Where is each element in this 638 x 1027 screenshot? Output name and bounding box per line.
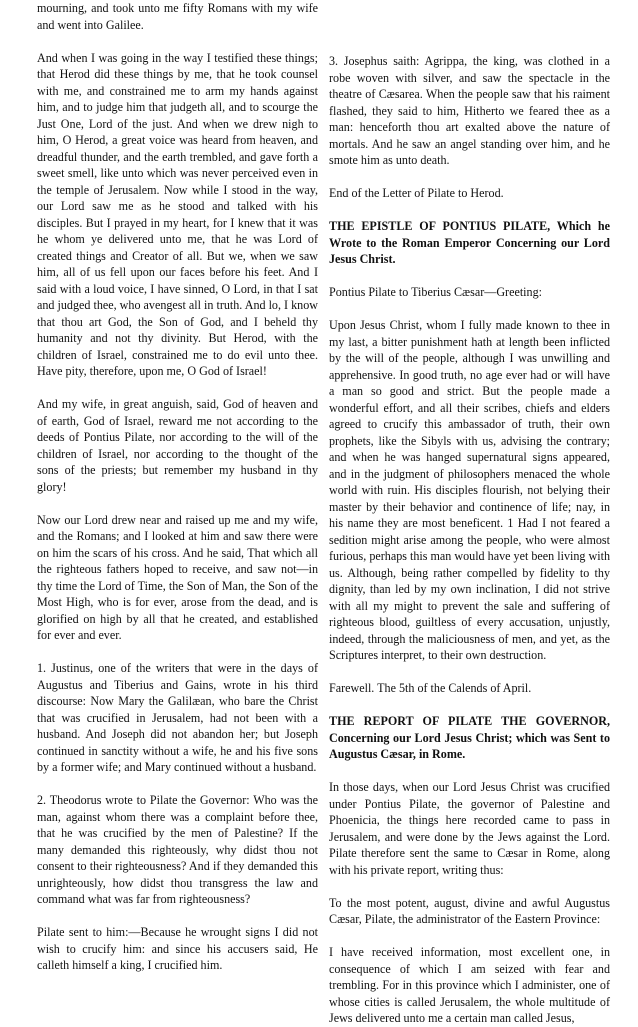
right-column [329,53,610,1027]
report-address: To the most potent, august, divine and awful Augustus Cæsar, Pilate, the administrator of the Eastern Province: [329,895,610,926]
paragraph: Pilate sent to him:—Because he wrought signs I did not wish to crucify him: and since his accusers said, He calleth himself a king, I crucified him. [37,925,318,972]
paragraph: Now our Lord drew near and raised up me and my wife, and the Romans; and I looked at him and saw there were on him the scars of his cross. And he said, That which all the righteous fathers hoped to receive, and saw not—in thy time the Lord of Time, the Son of Man, the Son of the Most High, who is for ever, arose from the dead, and is glorified on high by all that he created, and established for ever and ever. [37,512,318,642]
paragraph: 1. Justinus, one of the writers that were in the days of Augustus and Tiberius and Gains, wrote in his third discourse: Now Mary the Galilæan, who bare the Christ that was crucified in Jerusalem, had not been with a husband. And Joseph did not abandon her; but Joseph continued in sanctity without a wife, he and his five sons by a former wife; and Mary continued without a husband. [37,661,318,774]
section-heading-epistle: THE EPISTLE OF PONTIUS PILATE, Which he Wrote to the Roman Emperor Concerning our Lord Jesus Christ. [329,219,610,266]
epistle-greeting: Pontius Pilate to Tiberius Cæsar—Greeting: [329,285,542,299]
paragraph: And when I was going in the way I testified these things; that Herod did these things by me, that he took counsel with me, and constrained me to arm my hands against him, and to judge him that judgeth all, and to scourge the Just One, Lord of the just. And when we drew nigh to him, O Herod, a great voice was heard from heaven, and dreadful thunder, and the earth trembled, and gave forth a sweet smell, like unto which was never perceived even in the temple of Jerusalem. Now while I stood in the way, our Lord saw me as he stood and talked with his disciples. But I prayed in my heart, for I knew that it was he whom ye delivered unto me, that he was Lord of created things and Creator of all. But we, when we saw him, all of us fell upon our faces before his feet. And I said with a loud voice, I have sinned, O Lord, in that I sat and judged thee, who avengest all in truth. And lo, I know that thou art God, the Son of God, and I beheld thy humanity and not thy divinity. But Herod, with the children of Israel, constrained me to do evil unto thee. Have pity, therefore, upon me, O God of Israel! [37,50,318,378]
left-column [37,0,318,974]
epistle-body: Upon Jesus Christ, whom I fully made known to thee in my last, a bitter punishment hath at length been inflicted by the will of the people, although I was unwilling and apprehensive. In good truth, no age ever had or will have a man so good and strict. But the people made a wonderful effort, and all their scribes, chiefs and elders agreed to crucify this ambassador of truth, their own prophets, like the Sibyls with us, advising the contrary; and when he was hanged supernatural signs appeared, and in the judgment of philosophers menaced the whole world with ruin. His disciples flourish, not belying their master by their behavior and continence of life; nay, in his name they are most beneficent. 1 Had I not feared a sedition might arise among the people, who were almost furious, perhaps this man would have yet been living with us. Although, being rather compelled by fidelity to thy dignity, than led by my own inclination, I did not strive with all my might to prevent the sale and suffering of righteous blood, guiltless of every accusation, unjustly, indeed, through the maliciousness of men, and yet, as the Scriptures interpret, to their own destruction. [329,318,610,662]
paragraph: End of the Letter of Pilate to Herod. [329,186,504,200]
section-heading-report: THE REPORT OF PILATE THE GOVERNOR, Concerning our Lord Jesus Christ; which was Sent to Augustus Cæsar, in Rome. [329,714,610,761]
paragraph: And my wife, in great anguish, said, God of heaven and of earth, God of Israel, reward me not according to the deeds of Pontius Pilate, nor according to the will of the children of Israel, nor according to the thought of the sons of the priests; but remember my husband in thy glory! [37,397,318,494]
paragraph: 2. Theodorus wrote to Pilate the Governor: Who was the man, against whom there was a complaint before thee, that he was crucified by the men of Palestine? If the many demanded this righteously, why didst thou not consent to their righteousness? And if they demanded this unrighteously, how didst thou transgress the law and command what was far from righteousness? [37,793,318,906]
paragraph: 3. Josephus saith: Agrippa, the king, was clothed in a robe woven with silver, and saw the spectacle in the theatre of Cæsarea. When the people saw that his raiment flashed, they said to him, Hitherto we feared thee as a man: henceforth thou art exalted above the nature of mortals. And he saw an angel standing over him, and he smote him as unto death. [329,54,610,167]
report-body: I have received information, most excellent one, in consequence of which I am seized with fear and trembling. For in this province which I administer, one of whose cities is called Jerusalem, the whole multitude of Jews delivered unto me a certain man called Jesus, [329,945,610,1025]
report-intro: In those days, when our Lord Jesus Christ was crucified under Pontius Pilate, the governor of Palestine and Phoenicia, the things here recorded came to pass in Jerusalem, and were done by the Jews against the Lord. Pilate therefore sent the same to Cæsar in Rome, along with his private report, writing thus: [329,780,610,877]
epistle-farewell: Farewell. The 5th of the Calends of April. [329,681,532,695]
paragraph: mourning, and took unto me fifty Romans with my wife and went into Galilee. [37,1,318,32]
